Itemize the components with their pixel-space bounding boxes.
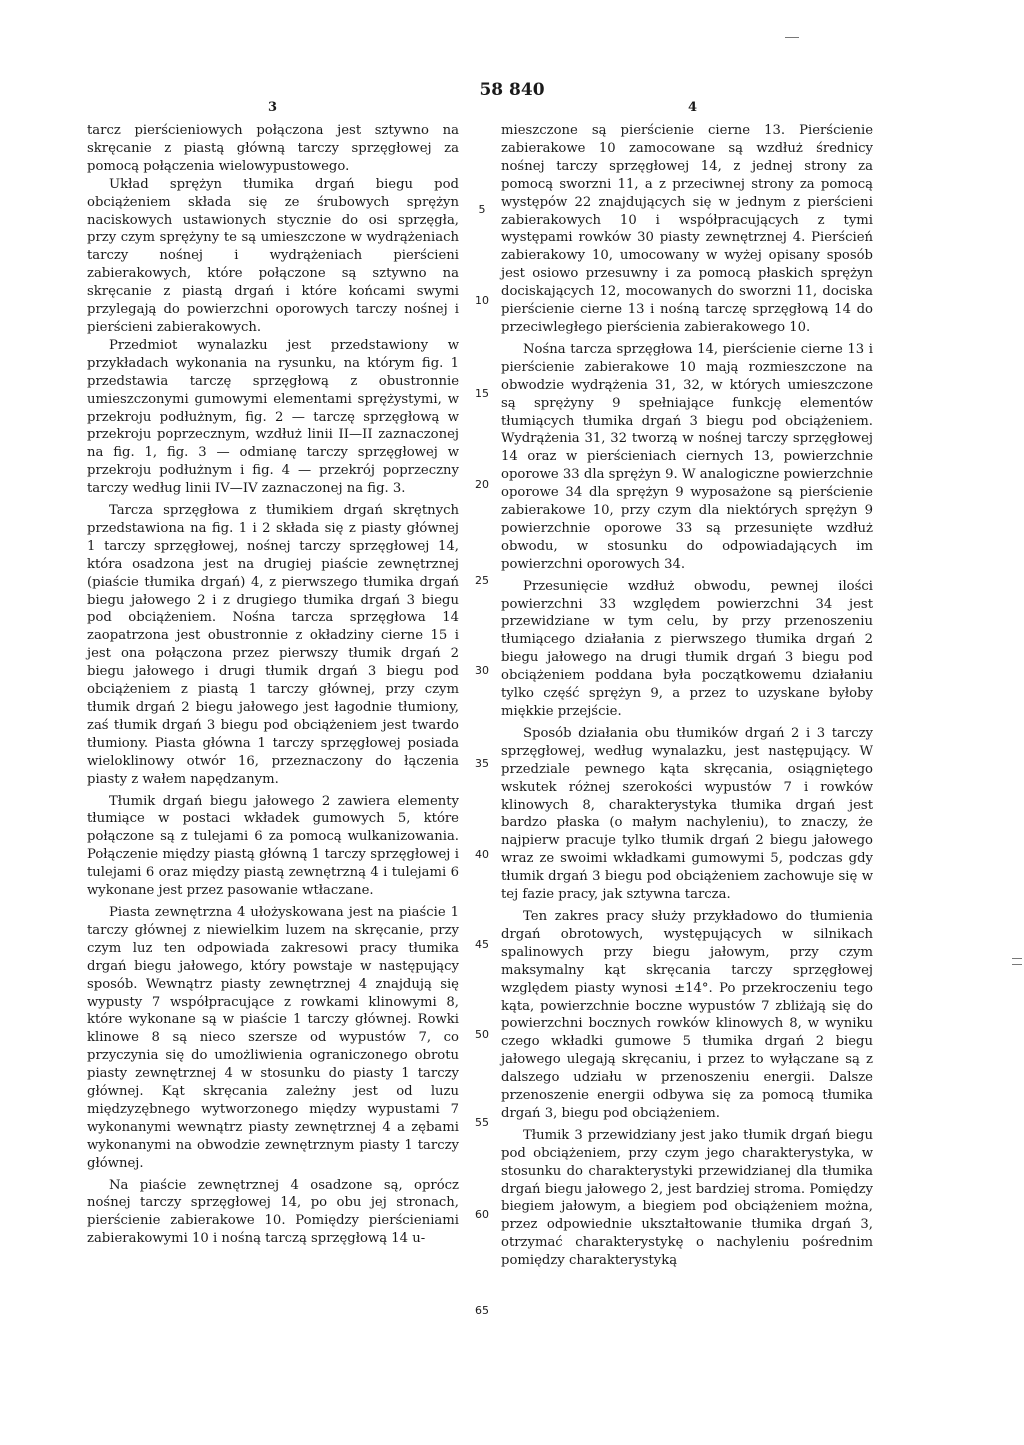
left-page-number: 3	[268, 100, 278, 115]
line-number: 40	[475, 848, 489, 861]
line-number: 55	[475, 1116, 489, 1129]
paragraph: Na piaście zewnętrznej 4 osadzone są, oprócz nośnej tarczy sprzęgłowej 14, po obu jej stronach, pierścienie zabierakowe 10. Pomiędzy pierścieniami zabierakowymi 10 i nośną tarczą sprzęgłową 14 u-	[87, 1177, 459, 1247]
line-number: 50	[475, 1028, 489, 1041]
paragraph: Sposób działania obu tłumików drgań 2 i 3 tarczy sprzęgłowej, według wynalazku, jest następujący. W przedziale pewnego kąta skręcania, osiągniętego wskutek różnej szerokości wypustów 7 i rowków klinowych 8, charakterystyka tłumika drgań jest bardzo płaska (o małym nachyleniu), to znaczy, że najpierw pracuje tylko tłumik drgań 2 biegu jałowego wraz ze swoimi wkładkami gumowymi 5, podczas gdy tłumik drgań 3 biegu pod obciążeniem zachowuje się w tej fazie pracy, jak sztywna tarcza.	[501, 725, 873, 903]
paragraph: Przesunięcie wzdłuż obwodu, pewnej ilości powierzchni 33 względem powierzchni 34 jest przewidziane w tym celu, by przy przenoszeniu tłumiącego działania z pierwszego tłumika drgań 2 biegu jałowego na drugi tłumik drgań 3 biegu pod obciążeniem poddana była początkowemu działaniu tylko część sprężyn 9, a przez to uzyskane byłoby miękkie przejście.	[501, 578, 873, 719]
line-number: 45	[475, 938, 489, 951]
right-column	[501, 122, 873, 1270]
patent-number: 58 840	[479, 80, 545, 100]
line-number: 20	[475, 478, 489, 491]
paragraph: Tarcza sprzęgłowa z tłumikiem drgań skrętnych przedstawiona na fig. 1 i 2 składa się z piasty głównej 1 tarczy sprzęgłowej, nośnej tarczy sprzęgłowej 14, która osadzona jest na drugiej piaście zewnętrznej (piaście tłumika drgań) 4, z pierwszego tłumika drgań biegu jałowego 2 i z drugiego tłumika drgań 3 biegu pod obciążeniem. Nośna tarcza sprzęgłowa 14 zaopatrzona jest obustronnie z okładziny cierne 15 i jest ona połączona przez pierwszy tłumik drgań 2 biegu jałowego i drugi tłumik drgań 3 biegu pod obciążeniem z piastą 1 tarczy głównej, przy czym tłumik drgań 2 biegu jałowego jest łagodnie tłumiony, zaś tłumik drgań 3 biegu pod obciążeniem jest twardo tłumiony. Piasta główna 1 tarczy sprzęgłowej posiada wieloklinowy otwór 16, przeznaczony do łączenia piasty z wałem napędzanym.	[87, 503, 459, 787]
right-page-number: 4	[688, 100, 698, 115]
scan-mark	[1012, 964, 1022, 965]
scan-mark	[1012, 958, 1022, 959]
line-number: 5	[478, 203, 486, 216]
paragraph: Ten zakres pracy służy przykładowo do tłumienia drgań obrotowych, występujących w silnikach spalinowych przy biegu jałowym, przy czym maksymalny kąt skręcania tarczy sprzęgłowej względem piasty wynosi ±14°. Po przekroczeniu tego kąta, powierzchnie boczne wypustów 7 zbliżają się do powierzchni bocznych rowków klinowych 8, w wyniku czego wkładki gumowe 5 tłumika drgań 2 biegu jałowego ulegają skręcaniu, i przez to wyłączane są z dalszego udziału w przenoszeniu energii. Dalsze przenoszenie energii odbywa się za pomocą tłumika drgań 3, biegu pod obciążeniem.	[501, 908, 873, 1121]
line-number: 60	[475, 1208, 489, 1221]
paragraph: Nośna tarcza sprzęgłowa 14, pierścienie cierne 13 i pierścienie zabierakowe 10 mają rozmieszczone na obwodzie wydrążenia 31, 32, w których umieszczone są sprężyny 9 spełniające funkcję elementów tłumiących tłumika drgań 3 biegu pod obciążeniem. Wydrążenia 31, 32 tworzą w nośnej tarczy sprzęgłowej 14 oraz w pierścieniach ciernych 13, powierzchnie oporowe 33 dla sprężyn 9. W analogiczne powierzchnie oporowe 34 dla sprężyn 9 wyposażone są pierścienie zabierakowe 10, przy czym dla niektórych sprężyn 9 powierzchnie oporowe 33 są przesunięte wzdłuż obwodu, w stosunku do odpowiadających im powierzchni oporowych 34.	[501, 341, 873, 572]
line-number: 25	[475, 574, 489, 587]
paragraph: Układ sprężyn tłumika drgań biegu pod obciążeniem składa się ze śrubowych sprężyn naciskowych ustawionych stycznie do osi sprzęgła, przy czym sprężyny te są umieszczone w wydrążeniach tarczy nośnej i wydrążeniach pierścieni zabierakowych, które połączone są sztywno na skręcanie z piastą drgań i które końcami swymi przylegają do powierzchni oporowych tarczy nośnej i pierścieni zabierakowych.	[87, 176, 459, 335]
paragraph: Przedmiot wynalazku jest przedstawiony w przykładach wykonania na rysunku, na którym fig. 1 przedstawia tarczę sprzęgłową z obustronnie umieszczonymi gumowymi elementami sprężystymi, w przekroju podłużnym, fig. 2 — tarczę sprzęgłową w przekroju poprzecznym, wzdłuż linii II—II zaznaczonej na fig. 1, fig. 3 — odmianę tarczy sprzęgłowej w przekroju podłużnym i fig. 4 — przekrój poprzeczny tarczy według linii IV—IV zaznaczonej na fig. 3.	[87, 337, 459, 497]
paragraph: Piasta zewnętrzna 4 ułożyskowana jest na piaście 1 tarczy głównej z niewielkim luzem na skręcanie, przy czym luz ten odpowiada zakresowi pracy tłumika drgań biegu jałowego, który powstaje w następujący sposób. Wewnątrz piasty zewnętrznej 4 znajdują się wypusty 7 współpracujące z rowkami klinowymi 8, które wykonane są w piaście 1 tarczy głównej. Rowki klinowe 8 są nieco szersze od wypustów 7, co przyczynia się do umożliwienia ograniczonego obrotu piasty zewnętrznej 4 w stosunku do piasty 1 tarczy głównej. Kąt skręcania zależny jest od luzu międzyzębnego wytworzonego między wypustami 7 wykonanymi wewnątrz piasty zewnętrznej 4 a zębami wykonanymi na obwodzie zewnętrznym piasty 1 tarczy głównej.	[87, 904, 459, 1171]
left-column	[87, 122, 459, 1248]
line-number: 35	[475, 757, 489, 770]
line-number: 15	[475, 387, 489, 400]
paragraph: Tłumik 3 przewidziany jest jako tłumik drgań biegu pod obciążeniem, przy czym jego charakterystyka, w stosunku do charakterystyki przewidzianej dla tłumika drgań biegu jałowego 2, jest bardziej stroma. Pomiędzy biegiem jałowym, a biegiem pod obciążeniem można, przez odpowiednie ukształtowanie tłumika drgań 3, otrzymać charakterystykę o nachyleniu pośrednim pomiędzy charakterystyką	[501, 1127, 873, 1269]
paragraph: mieszczone są pierścienie cierne 13. Pierścienie zabierakowe 10 zamocowane są wzdłuż średnicy nośnej tarczy sprzęgłowej 14, z jednej strony za pomocą sworzni 11, a z przeciwnej strony za pomocą występów 22 znajdujących się w jednym z pierścieni zabierakowych 10 i współpracujących z tymi występami rowków 30 piasty zewnętrznej 4. Pierścień zabierakowy 10, umocowany w wyżej opisany sposób jest osiowo przesuwny i za pomocą płaskich sprężyn dociskających 12, mocowanych do sworzni 11, dociska pierścienie cierne 13 i nośną tarczę sprzęgłową 14 do przeciwległego pierścienia zabierakowego 10.	[501, 123, 873, 335]
paragraph: tarcz pierścieniowych połączona jest sztywno na skręcanie z piastą główną tarczy sprzęgłowej za pomocą połączenia wielowypustowego.	[87, 123, 459, 174]
line-number: 65	[475, 1304, 489, 1317]
line-number: 10	[475, 294, 489, 307]
line-number: 30	[475, 664, 489, 677]
scan-mark	[785, 37, 799, 38]
paragraph: Tłumik drgań biegu jałowego 2 zawiera elementy tłumiące w postaci wkładek gumowych 5, które połączone są z tulejami 6 za pomocą wulkanizowania. Połączenie między piastą główną 1 tarczy sprzęgłowej i tulejami 6 oraz między piastą zewnętrzną 4 i tulejami 6 wykonane jest przez pasowanie wtłaczane.	[87, 793, 459, 899]
